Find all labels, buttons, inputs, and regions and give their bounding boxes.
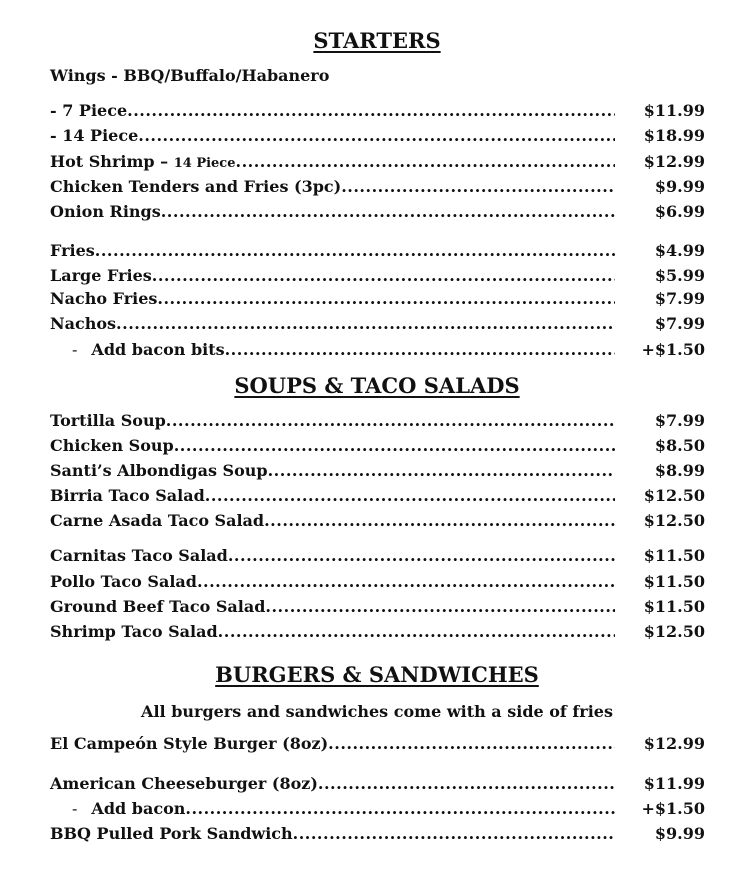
- menu-item: [50, 176, 705, 198]
- item-label-qualifier: 14 Piece: [173, 156, 236, 171]
- dot-leader: [236, 151, 616, 173]
- dot-leader: [328, 733, 615, 755]
- dot-leader: [205, 485, 615, 507]
- item-label: Carnitas Taco Salad: [50, 546, 228, 565]
- addon-label: Add bacon bits: [91, 340, 225, 359]
- item-label: Nacho Fries: [50, 289, 158, 308]
- item-price: $11.50: [643, 572, 705, 591]
- item-price: $11.99: [643, 774, 705, 793]
- item-label: Birria Taco Salad: [50, 486, 205, 505]
- item-label: Shrimp Taco Salad: [50, 622, 218, 641]
- dot-leader: [161, 201, 615, 223]
- item-price: $11.99: [643, 101, 705, 120]
- dot-leader: [185, 798, 615, 820]
- item-label: Nachos: [50, 314, 117, 333]
- menu-item: [50, 240, 705, 262]
- item-label: Large Fries: [50, 266, 152, 285]
- item-price: $7.99: [654, 411, 705, 430]
- item-price: $12.50: [643, 511, 705, 530]
- dot-leader: [265, 596, 615, 618]
- wings-note: Wings - BBQ/Buffalo/Habanero: [50, 66, 330, 85]
- dot-leader: [228, 545, 615, 567]
- dot-leader: [197, 571, 615, 593]
- item-label: - 14 Piece: [50, 126, 139, 145]
- menu-item: [50, 288, 705, 310]
- menu-item: [50, 460, 705, 482]
- menu-item: [50, 773, 705, 795]
- dot-leader: [318, 773, 615, 795]
- dot-leader: [127, 100, 615, 122]
- menu-item: [50, 545, 705, 567]
- menu-item: [50, 313, 705, 335]
- item-price: $7.99: [654, 314, 705, 333]
- starters-title: STARTERS: [313, 28, 441, 53]
- dot-leader: [116, 313, 615, 335]
- addon-label: Add bacon: [91, 799, 186, 818]
- dot-leader: [218, 621, 615, 643]
- item-label: Fries: [50, 241, 95, 260]
- item-price: $18.99: [643, 126, 705, 145]
- dot-leader: [152, 265, 615, 287]
- item-label: Pollo Taco Salad: [50, 572, 197, 591]
- menu-item: [50, 621, 705, 643]
- dot-leader: [225, 339, 615, 361]
- item-label: Santi’s Albondigas Soup: [50, 461, 268, 480]
- dot-leader: [166, 410, 615, 432]
- dot-leader: [157, 288, 615, 310]
- item-price: $4.99: [654, 241, 705, 260]
- menu-item: [50, 510, 705, 532]
- item-price: $12.50: [643, 486, 705, 505]
- item-price: $5.99: [654, 266, 705, 285]
- dot-leader: [341, 176, 615, 198]
- dot-leader: [138, 125, 615, 147]
- menu-item: [50, 571, 705, 593]
- item-price: $11.50: [643, 546, 705, 565]
- item-price: +$1.50: [641, 340, 705, 359]
- item-label: [72, 798, 185, 820]
- menu-item: [50, 100, 705, 122]
- menu-item: [50, 823, 705, 845]
- item-label: Ground Beef Taco Salad: [50, 597, 266, 616]
- addon-dash: -: [72, 799, 78, 818]
- item-price: $6.99: [654, 202, 705, 221]
- dot-leader: [268, 460, 615, 482]
- item-label-main: Hot Shrimp –: [50, 152, 174, 171]
- menu-item: [50, 596, 705, 618]
- item-price: $9.99: [654, 177, 705, 196]
- menu-item: [50, 435, 705, 457]
- item-label: BBQ Pulled Pork Sandwich: [50, 824, 293, 843]
- item-label: El Campeón Style Burger (8oz): [50, 734, 329, 753]
- item-label: Chicken Tenders and Fries (3pc): [50, 177, 342, 196]
- dot-leader: [95, 240, 615, 262]
- item-price: $12.99: [643, 152, 705, 171]
- menu-item-addon: [72, 798, 705, 820]
- dot-leader: [264, 510, 615, 532]
- menu-item: [50, 485, 705, 507]
- dot-leader: [293, 823, 615, 845]
- menu-item: [50, 410, 705, 432]
- menu-item: [50, 201, 705, 223]
- item-label: [72, 339, 225, 361]
- dot-leader: [174, 435, 615, 457]
- menu-item: [50, 125, 705, 147]
- item-price: $8.99: [654, 461, 705, 480]
- item-label: [50, 151, 236, 175]
- item-label: Chicken Soup: [50, 436, 174, 455]
- menu-item-addon: [72, 339, 705, 361]
- menu-item: [50, 733, 705, 755]
- item-price: $12.99: [643, 734, 705, 753]
- burgers-subtitle: All burgers and sandwiches come with a side of fries: [141, 702, 613, 721]
- item-price: $12.50: [643, 622, 705, 641]
- menu-item: [50, 265, 705, 287]
- item-label: - 7 Piece: [50, 101, 128, 120]
- item-price: $9.99: [654, 824, 705, 843]
- burgers-title: BURGERS & SANDWICHES: [215, 662, 539, 687]
- item-price: +$1.50: [641, 799, 705, 818]
- item-label: Tortilla Soup: [50, 411, 166, 430]
- item-label: American Cheeseburger (8oz): [50, 774, 318, 793]
- item-price: $11.50: [643, 597, 705, 616]
- item-price: $8.50: [654, 436, 705, 455]
- item-label: Carne Asada Taco Salad: [50, 511, 265, 530]
- item-label: Onion Rings: [50, 202, 161, 221]
- addon-dash: -: [72, 340, 78, 359]
- menu-item: [50, 151, 705, 173]
- item-price: $7.99: [654, 289, 705, 308]
- soups-title: SOUPS & TACO SALADS: [234, 373, 520, 398]
